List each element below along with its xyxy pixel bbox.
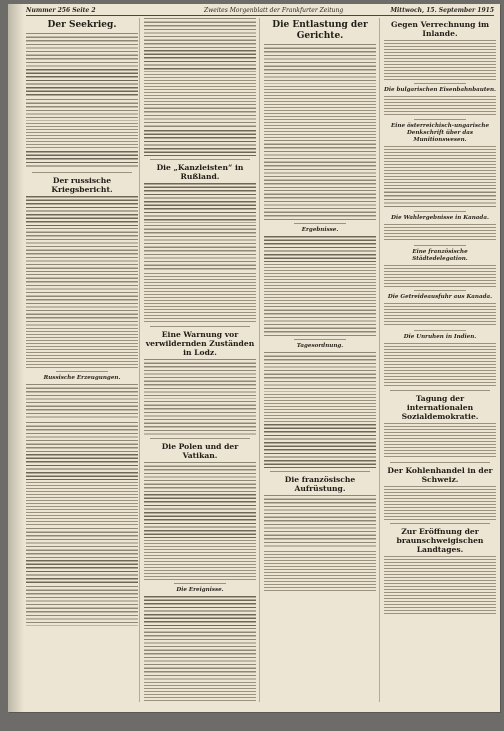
article xyxy=(264,471,376,591)
article xyxy=(384,523,496,616)
text-paragraph xyxy=(26,586,138,626)
text-paragraph xyxy=(26,528,138,558)
article-divider xyxy=(414,290,466,291)
text-paragraph xyxy=(144,628,256,680)
text-paragraph xyxy=(264,352,376,392)
article-divider xyxy=(174,583,226,584)
text-paragraph xyxy=(26,482,138,526)
article-headline: Der Seekrieg. xyxy=(47,20,117,30)
text-paragraph xyxy=(26,123,138,149)
column-separator xyxy=(379,18,380,702)
article-divider xyxy=(390,390,490,391)
article-divider xyxy=(270,471,370,472)
article-divider xyxy=(414,211,466,212)
text-paragraph xyxy=(384,343,496,387)
text-paragraph xyxy=(264,236,376,262)
article-headline: Der russische Kriegsbericht. xyxy=(51,176,113,194)
article-divider xyxy=(294,339,346,340)
text-paragraph xyxy=(144,540,256,580)
article-subheadline: Tagesordnung. xyxy=(296,343,344,349)
text-paragraph xyxy=(144,682,256,702)
text-paragraph xyxy=(384,96,496,116)
text-paragraph xyxy=(144,225,256,271)
text-paragraph xyxy=(26,328,138,368)
text-paragraph xyxy=(384,303,496,327)
text-paragraph xyxy=(144,18,256,48)
text-paragraph xyxy=(264,264,376,304)
article xyxy=(384,290,496,327)
article-headline: Die Polen und der Vatikan. xyxy=(161,442,239,460)
article xyxy=(384,245,496,287)
text-paragraph xyxy=(144,494,256,538)
text-paragraph xyxy=(144,183,256,223)
article-divider xyxy=(56,371,108,372)
text-paragraph xyxy=(144,104,256,128)
masthead-rule xyxy=(26,15,494,16)
article-subheadline: Eine österreichisch-ungarische Denkschrift über das Munitionswesen. xyxy=(390,123,490,143)
article-subheadline: Die bulgarischen Eisenbahnbauten. xyxy=(384,87,496,93)
article xyxy=(264,20,376,220)
article xyxy=(384,211,496,242)
article xyxy=(264,223,376,336)
column-2 xyxy=(144,18,256,702)
text-paragraph xyxy=(144,273,256,323)
article-headline: Der Kohlenhandel in der Schweiz. xyxy=(387,466,493,484)
text-paragraph xyxy=(384,146,496,186)
article-subheadline: Eine französische Städtedelegation. xyxy=(412,249,468,262)
text-paragraph xyxy=(26,99,138,121)
article-divider xyxy=(390,523,490,524)
newspaper-page xyxy=(8,4,500,712)
text-paragraph xyxy=(264,306,376,336)
article xyxy=(144,159,256,323)
article-subheadline: Die Wahlergebnisse in Kanada. xyxy=(391,215,489,221)
column-3 xyxy=(264,18,376,702)
text-paragraph xyxy=(264,140,376,188)
article-divider xyxy=(414,245,466,246)
text-paragraph xyxy=(384,423,496,459)
article xyxy=(384,462,496,520)
text-paragraph xyxy=(144,74,256,102)
text-paragraph xyxy=(384,556,496,616)
article-headline: Tagung der internationalen Sozialdemokratie. xyxy=(401,394,479,421)
page-gutter-shadow xyxy=(8,4,24,712)
article-headline: Eine Warnung vor verwildernden Zuständen in Lodz. xyxy=(145,330,255,357)
article xyxy=(384,330,496,387)
article-divider xyxy=(150,438,250,439)
text-paragraph xyxy=(384,265,496,287)
article xyxy=(144,583,256,702)
text-paragraph xyxy=(384,486,496,520)
text-paragraph xyxy=(264,394,376,422)
text-paragraph xyxy=(26,274,138,326)
text-paragraph xyxy=(264,44,376,84)
article xyxy=(384,119,496,208)
text-paragraph xyxy=(144,401,256,435)
text-paragraph xyxy=(26,69,138,97)
text-paragraph xyxy=(26,384,138,420)
column-1 xyxy=(26,18,138,702)
article xyxy=(26,371,138,626)
article-subheadline: Ergebnisse. xyxy=(301,227,339,233)
article xyxy=(264,339,376,468)
article-divider xyxy=(150,326,250,327)
text-paragraph xyxy=(264,551,376,591)
text-paragraph xyxy=(144,130,256,156)
article-divider xyxy=(414,83,466,84)
article-divider xyxy=(414,330,466,331)
article xyxy=(144,326,256,435)
masthead-date: Mittwoch, 15. September 1915 xyxy=(390,7,494,14)
article-subheadline: Die Unruhen in Indien. xyxy=(403,334,477,340)
article xyxy=(384,20,496,80)
text-paragraph xyxy=(144,462,256,492)
text-paragraph xyxy=(384,40,496,80)
text-paragraph xyxy=(384,188,496,208)
column-4 xyxy=(384,18,496,702)
text-paragraph xyxy=(144,359,256,399)
text-paragraph xyxy=(384,224,496,242)
column-separator xyxy=(139,18,140,702)
article-headline: Zur Eröffnung der braunschweigischen Landtages. xyxy=(396,527,484,554)
column-separator xyxy=(259,18,260,702)
bottom-margin xyxy=(26,702,494,712)
article-headline: Gegen Verrechnung im Inlande. xyxy=(390,20,490,38)
text-paragraph xyxy=(26,560,138,584)
text-paragraph xyxy=(264,424,376,468)
text-paragraph xyxy=(26,454,138,480)
text-paragraph xyxy=(26,228,138,272)
masthead-issue: Nummer 256 Seite 2 xyxy=(26,7,96,14)
text-paragraph xyxy=(144,596,256,626)
article-headline: Die „Kanzleisten“ in Rußland. xyxy=(156,163,244,181)
text-paragraph xyxy=(264,495,376,549)
text-paragraph xyxy=(144,50,256,72)
article-subheadline: Russische Erzeugungen. xyxy=(43,375,121,381)
text-paragraph xyxy=(26,151,138,169)
article-subheadline: Die Ereignisse. xyxy=(176,587,224,593)
article xyxy=(384,390,496,459)
article-headline: Die Entlastung der Gerichte. xyxy=(272,20,368,41)
article xyxy=(26,172,138,368)
text-paragraph xyxy=(264,86,376,138)
article-divider xyxy=(294,223,346,224)
article-divider xyxy=(414,119,466,120)
article xyxy=(144,18,256,156)
article-divider xyxy=(390,462,490,463)
text-paragraph xyxy=(26,33,138,67)
article-divider xyxy=(150,159,250,160)
article-divider xyxy=(32,172,132,173)
article-headline: Die französische Aufrüstung. xyxy=(284,475,356,493)
masthead-title: Zweites Morgenblatt der Frankfurter Zeitung xyxy=(204,7,344,14)
article xyxy=(384,83,496,116)
text-paragraph xyxy=(264,190,376,220)
article-subheadline: Die Getreideausfuhr aus Kanada. xyxy=(387,294,493,300)
text-paragraph xyxy=(26,196,138,226)
article xyxy=(144,438,256,580)
text-paragraph xyxy=(26,422,138,452)
article xyxy=(26,20,138,169)
